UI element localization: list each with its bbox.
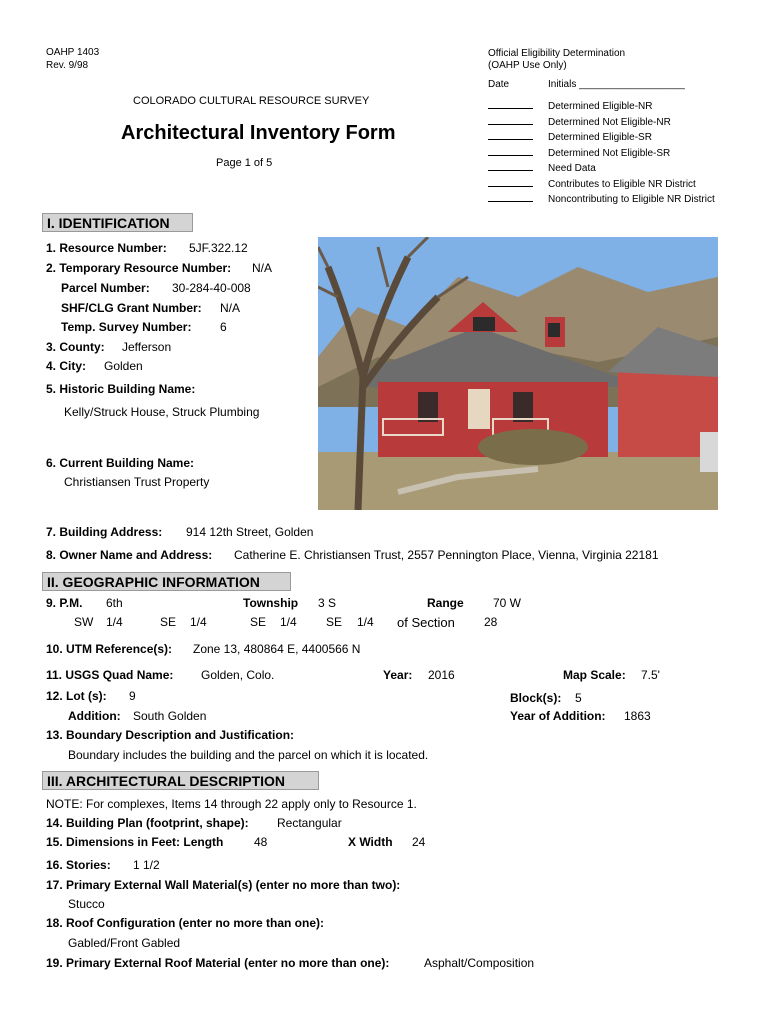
page-title: Architectural Inventory Form — [121, 122, 396, 144]
stories-label: 16. Stories: — [46, 858, 111, 872]
quarter-3-value: 1/4 — [280, 615, 297, 629]
historic-name-label: 5. Historic Building Name: — [46, 382, 196, 396]
address-label: 7. Building Address: — [46, 525, 163, 539]
form-code: OAHP 1403 — [46, 47, 100, 58]
wall-material-label: 17. Primary External Wall Material(s) (enter no more than two): — [46, 878, 401, 892]
form-revision: Rev. 9/98 — [46, 60, 89, 71]
block-value[interactable]: 5 — [575, 691, 582, 705]
stories-value[interactable]: 1 1/2 — [133, 858, 160, 872]
usgs-label: 11. USGS Quad Name: — [46, 668, 174, 682]
section-value[interactable]: 28 — [484, 615, 498, 629]
initials-label: Initials ___________________ — [548, 79, 685, 90]
building-photo — [318, 237, 718, 510]
quarter-4-value: 1/4 — [357, 615, 374, 629]
width-value[interactable]: 24 — [412, 835, 426, 849]
grant-label: SHF/CLG Grant Number: — [61, 301, 202, 315]
parcel-label: Parcel Number: — [61, 281, 150, 295]
quarter-1: SW — [74, 615, 94, 629]
city-label: 4. City: — [46, 359, 87, 373]
pm-value[interactable]: 6th — [106, 596, 123, 610]
addition-year-value[interactable]: 1863 — [624, 709, 651, 723]
quarter-2: SE — [160, 615, 177, 629]
resource-number-label: 1. Resource Number: — [46, 241, 167, 255]
survey-name: COLORADO CULTURAL RESOURCE SURVEY — [133, 95, 370, 107]
utm-label: 10. UTM Reference(s): — [46, 642, 173, 656]
year-label: Year: — [383, 668, 413, 682]
quarter-2-value: 1/4 — [190, 615, 207, 629]
pm-label: 9. P.M. — [46, 596, 83, 610]
temp-survey-value[interactable]: 6 — [220, 320, 227, 334]
block-label: Block(s): — [510, 691, 562, 705]
addition-value[interactable]: South Golden — [133, 709, 207, 723]
eligibility-option[interactable]: Determined Not Eligible-NR — [488, 114, 671, 128]
township-label: Township — [243, 596, 299, 610]
eligibility-option[interactable]: Noncontributing to Eligible NR District — [488, 191, 715, 205]
date-label: Date — [488, 79, 510, 90]
map-scale-value[interactable]: 7.5' — [641, 668, 660, 682]
township-value[interactable]: 3 S — [318, 596, 337, 610]
section-architecture-heading: III. ARCHITECTURAL DESCRIPTION — [42, 771, 319, 790]
temp-resource-label: 2. Temporary Resource Number: — [46, 261, 232, 275]
year-value[interactable]: 2016 — [428, 668, 455, 682]
quarter-4: SE — [326, 615, 343, 629]
front-window — [513, 392, 533, 422]
length-value[interactable]: 48 — [254, 835, 268, 849]
temp-survey-label: Temp. Survey Number: — [61, 320, 192, 334]
lot-value[interactable]: 9 — [129, 689, 136, 703]
date-blank[interactable] — [488, 191, 533, 202]
section-identification-heading: I. IDENTIFICATION — [42, 213, 193, 232]
range-value[interactable]: 70 W — [493, 596, 522, 610]
address-value[interactable]: 914 12th Street, Golden — [186, 525, 314, 539]
temp-resource-value[interactable]: N/A — [252, 261, 273, 275]
quarter-3: SE — [250, 615, 267, 629]
eligibility-option[interactable]: Determined Eligible-NR — [488, 98, 652, 112]
current-name-value[interactable]: Christiansen Trust Property — [64, 475, 210, 489]
range-label: Range — [427, 596, 464, 610]
complex-note: NOTE: For complexes, Items 14 through 22 apply only to Resource 1. — [46, 797, 417, 811]
eligibility-option[interactable]: Contributes to Eligible NR District — [488, 176, 696, 190]
date-blank[interactable] — [488, 176, 533, 187]
section-label: of Section — [397, 615, 455, 630]
width-label: X Width — [348, 835, 393, 849]
utm-value[interactable]: Zone 13, 480864 E, 4400566 N — [193, 642, 361, 656]
parked-car — [700, 432, 718, 472]
eligibility-option[interactable]: Determined Eligible-SR — [488, 129, 652, 143]
page-number: Page 1 of 5 — [216, 157, 273, 169]
quarter-1-value: 1/4 — [106, 615, 123, 629]
date-blank[interactable] — [488, 114, 533, 125]
dormer-window — [473, 317, 495, 331]
historic-name-value[interactable]: Kelly/Struck House, Struck Plumbing — [64, 405, 260, 419]
grant-value[interactable]: N/A — [220, 301, 241, 315]
section-geographic-heading: II. GEOGRAPHIC INFORMATION — [42, 572, 291, 591]
eligibility-option[interactable]: Need Data — [488, 160, 596, 174]
wall-material-value[interactable]: Stucco — [68, 897, 105, 911]
city-value[interactable]: Golden — [104, 359, 143, 373]
boundary-label: 13. Boundary Description and Justification: — [46, 728, 295, 742]
shrubs — [478, 429, 588, 465]
map-scale-label: Map Scale: — [563, 668, 626, 682]
roof-material-value[interactable]: Asphalt/Composition — [424, 956, 535, 970]
boundary-value[interactable]: Boundary includes the building and the parcel on which it is located. — [68, 748, 429, 762]
county-value[interactable]: Jefferson — [122, 340, 172, 354]
roof-config-value[interactable]: Gabled/Front Gabled — [68, 936, 181, 950]
roof-config-label: 18. Roof Configuration (enter no more than one): — [46, 916, 324, 930]
official-title: Official Eligibility Determination — [488, 48, 626, 59]
date-blank[interactable] — [488, 145, 533, 156]
side-dormer-window — [548, 323, 560, 337]
current-name-label: 6. Current Building Name: — [46, 456, 195, 470]
plan-value[interactable]: Rectangular — [277, 816, 342, 830]
dimensions-label: 15. Dimensions in Feet: Length — [46, 835, 224, 849]
usgs-value[interactable]: Golden, Colo. — [201, 668, 275, 682]
plan-label: 14. Building Plan (footprint, shape): — [46, 816, 249, 830]
parcel-value[interactable]: 30-284-40-008 — [172, 281, 251, 295]
owner-label: 8. Owner Name and Address: — [46, 548, 213, 562]
eligibility-option[interactable]: Determined Not Eligible-SR — [488, 145, 670, 159]
date-blank[interactable] — [488, 98, 533, 109]
county-label: 3. County: — [46, 340, 105, 354]
addition-year-label: Year of Addition: — [510, 709, 606, 723]
front-door — [468, 389, 490, 429]
official-subtitle: (OAHP Use Only) — [488, 60, 567, 71]
resource-number-value[interactable]: 5JF.322.12 — [189, 241, 248, 255]
front-window — [418, 392, 438, 422]
lot-label: 12. Lot (s): — [46, 689, 107, 703]
date-blank[interactable] — [488, 160, 533, 171]
addition-label: Addition: — [68, 709, 121, 723]
date-blank[interactable] — [488, 129, 533, 140]
roof-material-label: 19. Primary External Roof Material (enter no more than one): — [46, 956, 390, 970]
owner-value[interactable]: Catherine E. Christiansen Trust, 2557 Pennington Place, Vienna, Virginia 22181 — [234, 548, 659, 562]
